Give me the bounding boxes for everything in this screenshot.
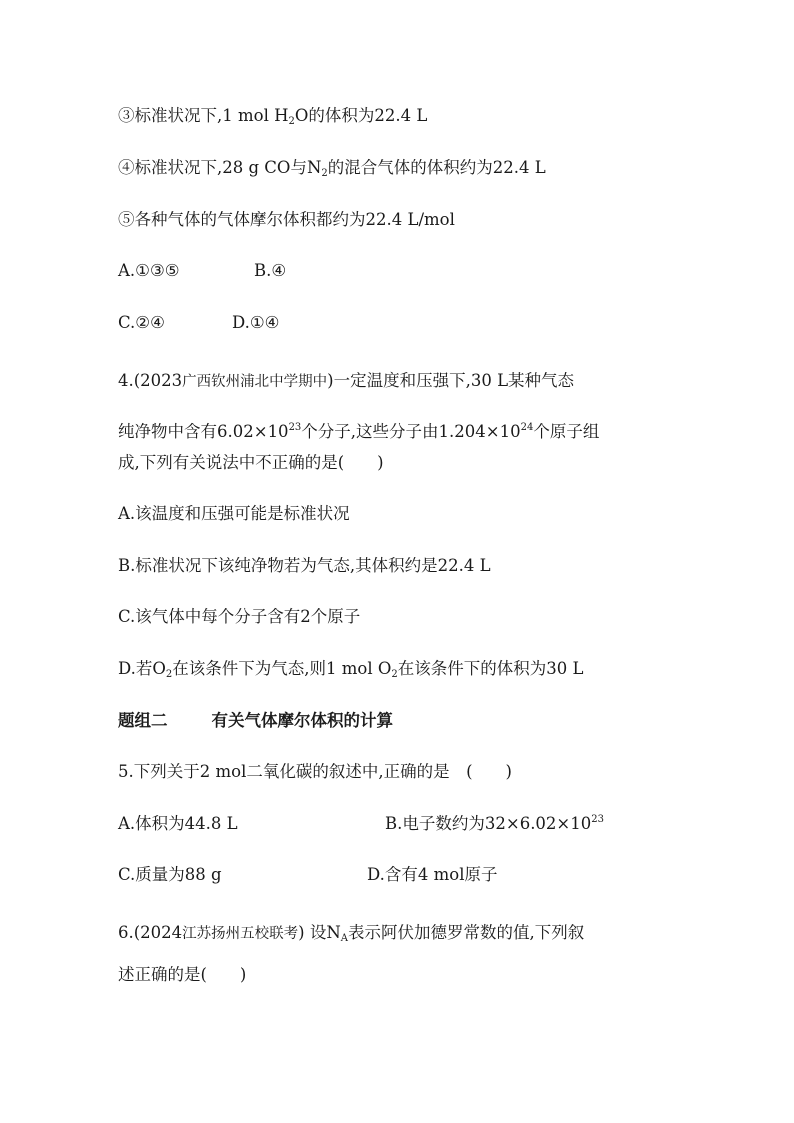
q5-option-d: D.含有4 mol原子 [367, 865, 498, 884]
q4-option-a: A.该温度和压强可能是标准状况 [118, 504, 350, 523]
question-6-source: 江苏扬州五校联考 [182, 926, 299, 942]
question-4-line-2: 纯净物中含有$6.02\times 10^{23}$个分子,这些分子由$1.204\times 10^{24}$个原子组 [118, 422, 600, 441]
statement-4: ④标准状况下,28 g CO与$N_2$的混合气体的体积约为22.4 L [118, 158, 546, 179]
q3-options-ab: A.①③⑤ B.④ [118, 261, 287, 280]
q3-options-cd: C.②④ D.①④ [118, 313, 280, 332]
q3-option-b: B.④ [254, 261, 287, 280]
q4-option-d: D.若$O_2$在该条件下为气态,则1 mol $O_2$在该条件下的体积为30 L [118, 659, 584, 680]
group-2-heading: 题组二 有关气体摩尔体积的计算 [118, 711, 393, 730]
q4-option-b: B.标准状况下该纯净物若为气态,其体积约是22.4 L [118, 556, 491, 575]
question-5: 5.下列关于2 mol二氧化碳的叙述中,正确的是 ( ) [118, 762, 512, 781]
question-6-line-1: 6.(2024江苏扬州五校联考) 设$N_A$表示阿伏加德罗常数的值,下列叙 [118, 923, 585, 944]
question-4-source: 广西钦州浦北中学期中 [182, 374, 328, 390]
question-4-line-3: 成,下列有关说法中不正确的是( ) [118, 453, 384, 472]
q5-option-b: B.电子数约为$32\times 6.02\times 10^{23}$ [385, 814, 604, 833]
question-6-line-2: 述正确的是( ) [118, 965, 247, 984]
q4-option-c: C.该气体中每个分子含有2个原子 [118, 607, 361, 626]
q3-option-d: D.①④ [232, 313, 280, 332]
question-4-line-1: 4.(2023广西钦州浦北中学期中)一定温度和压强下,30 L某种气态 [118, 371, 575, 390]
statement-5: ⑤各种气体的气体摩尔体积都约为22.4 L/mol [118, 210, 455, 229]
q5-options-cd: C.质量为88 g D.含有4 mol原子 [118, 865, 498, 884]
q5-options-ab: A.体积为44.8 L B.电子数约为$32\times 6.02\times 10^{23}$ [118, 814, 604, 833]
statement-3: ③标准状况下,1 mol $H_2O$的体积为22.4 L [118, 106, 428, 127]
